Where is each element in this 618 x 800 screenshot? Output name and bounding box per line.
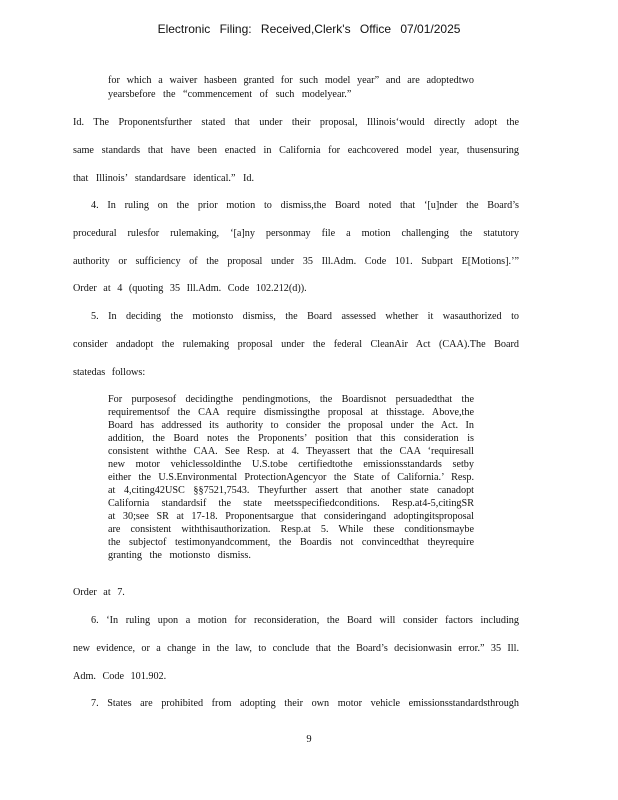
para6-line-2: new evidence, or a change in the law, to conclude that the Board’s decisionwasin error.” 35 Ill. (73, 643, 519, 654)
order-citation: Order at 7. (73, 587, 125, 598)
block-quote-line-1: For purposesof decidingthe pendingmotions, the Boardisnot persuadedthat the (108, 394, 474, 405)
block-quote-line-12: the subjectof testimonyandcomment, the Boardis not convincedthat theyrequire (108, 537, 474, 548)
body-line-2: same standards that have been enacted in California for eachcovered model year, thusensuring (73, 145, 519, 156)
quote-top-line-1: for which a waiver hasbeen granted for such model year” and are adoptedtwo (108, 75, 474, 86)
para4-line-4: Order at 4 (quoting 35 Ill.Adm. Code 102.212(d)). (73, 283, 307, 294)
filing-stamp-header: Electronic Filing: Received,Clerk's Office 07/01/2025 (157, 22, 461, 36)
block-quote-line-7: either the U.S.Environmental ProtectionAgencyor the State of California.’ Resp. (108, 472, 474, 483)
para6-line-3: Adm. Code 101.902. (73, 671, 167, 682)
block-quote-line-13: granting the motionsto dismiss. (108, 550, 251, 561)
block-quote-line-6: new motor vehiclessoldinthe U.S.tobe certifiedtothe emissionsstandards setby (108, 459, 474, 470)
block-quote-line-5: consistent withthe CAA. See Resp. at 4. Theyassert that the CAA ‘requiresall (108, 446, 474, 457)
para4-line-1: 4. In ruling on the prior motion to dismiss,the Board noted that ‘[u]nder the Board’s (91, 200, 519, 211)
para5-line-2: consider andadopt the rulemaking proposal under the federal CleanAir Act (CAA).The Board (73, 339, 519, 350)
block-quote-line-8: at 4,citing42USC §§7521,7543. Theyfurther assert that another state canadopt (108, 485, 474, 496)
body-line-1: Id. The Proponentsfurther stated that under their proposal, Illinois‘would directly adopt the (73, 117, 519, 128)
quote-top-line-2: yearsbefore the “commencement of such modelyear.” (108, 89, 352, 100)
page-number: 9 (306, 734, 312, 745)
para4-line-2: procedural rulesfor rulemaking, ‘[a]ny personmay file a motion challenging the statutory (73, 228, 519, 239)
para6-line-1: 6. ‘In ruling upon a motion for reconsideration, the Board will consider factors including (91, 615, 519, 626)
para5-line-3: statedas follows: (73, 367, 146, 378)
block-quote-line-2: requirementsof the CAA require dismissingthe proposal at thisstage. Above,the (108, 407, 474, 418)
block-quote-line-3: Board has addressed its authority to consider the proposal under the Act. In (108, 420, 474, 431)
block-quote-line-9: California standardsif the state meetsspecifiedconditions. Resp.at4-5,citingSR (108, 498, 474, 509)
block-quote-line-4: addition, the Board notes the Proponents’ position that this consideration is (108, 433, 474, 444)
block-quote-line-11: are consistent withthisauthorization. Resp.at 5. While these conditionsmaybe (108, 524, 474, 535)
para5-line-1: 5. In deciding the motionsto dismiss, the Board assessed whether it wasauthorized to (91, 311, 519, 322)
block-quote-line-10: at 30;see SR at 17-18. Proponentsargue that consideringand adoptingitsproposal (108, 511, 474, 522)
body-line-3: that Illinois’ standardsare identical.” Id. (73, 173, 255, 184)
para7-line-1: 7. States are prohibited from adopting their own motor vehicle emissionsstandardsthrough (91, 698, 519, 709)
para4-line-3: authority or sufficiency of the proposal under 35 Ill.Adm. Code 101. Subpart E[Motions].’” (73, 256, 519, 267)
